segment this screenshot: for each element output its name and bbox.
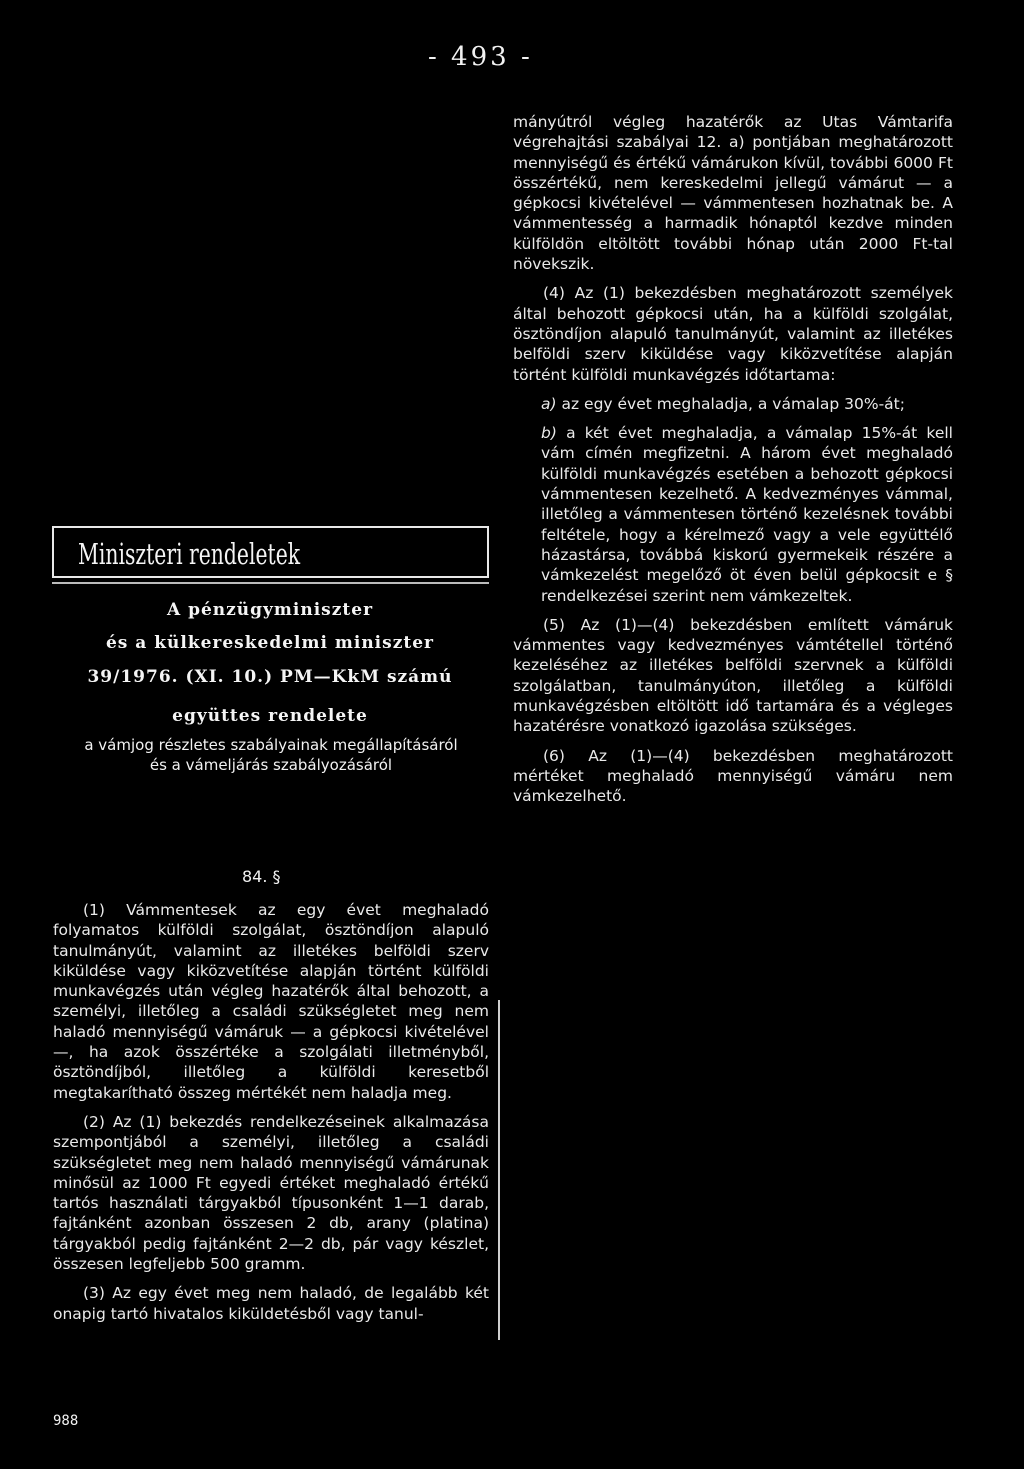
list-item-text: a két évet meghaladja, a vámalap 15%-át kell vám címén megfizetni. A három évet meghaladó külföldi munkavégzés esetében a behozott gépkocsi vámmentesen kezelhető. A kedvezményes vámmal, illetőleg a vámmentesen történő kezelésnek további feltétele, hogy a kérelmező vagy a vele együttélő házastársa, továbbá kiskorú gyermekeik részére a vámkezelést megelőző öt éven belül gépkocsit e § rendelkezései szerint nem vámkezeltek. [541,424,953,605]
section-title: Miniszteri rendeletek [78,537,301,571]
list-item-label: a) [541,394,557,413]
right-column [513,112,953,816]
page-number: - 493 - [428,42,533,72]
list [513,394,953,606]
paragraph: mányútról végleg hazatérők az Utas Vámtarifa végrehajtási szabályai 12. a) pontjában meghatározott mennyiségű és értékű vámárukon kívül, további 6000 Ft összértékű, nem kereskedelmi jellegű vámárut — a gépkocsi kivételével — vámmentesen hozhatnak be. A vámmentesség a harmadik hónaptól kezdve minden külföldön eltöltött további hónap után 2000 Ft-tal növekszik. [513,113,953,274]
paragraph: (5) Az (1)—(4) bekezdésben említett vámáruk vámmentes vagy kedvezményes vámtétellel történő kezeléséhez az illetékes belföldi szervnek a külföldi szolgálatban, tanulmányúton, illetőleg a külföldi munkavégzésben eltöltött idő tartamára és a végleges hazatérésre vonatkozó igazolása szükséges. [513,615,953,736]
list-item [513,423,953,606]
decree-issuer-1: A pénzügyminiszter [166,600,374,620]
footer-number: 988 [53,1413,79,1429]
paragraph: (2) Az (1) bekezdés rendelkezéseinek alkalmazása szempontjából a személyi, illetőleg a családi szükségletet meg nem haladó mennyiségű vámárunak minősül az 1000 Ft egyedi értéket meghaladó értékű tartós használati tárgyakból típusonként 1—1 darab, fajtánként azonban összesen 2 db, arany (platina) tárgyakból pedig fajtánként 2—2 db, pár vagy készlet, összesen legfeljebb 500 gramm. [53,1112,489,1274]
left-column [53,900,489,1333]
decree-subject-1: a vámjog részletes szabályainak megállapításáról [84,736,458,754]
divider [52,582,489,584]
decree-issuer-2: és a külkereskedelmi miniszter [105,633,434,653]
section-number: 84. § [242,867,281,886]
decree-subject-2: és a vámeljárás szabályozásáról [149,756,393,774]
list-item-label: b) [541,424,557,443]
list-item-text: az egy évet meghaladja, a vámalap 30%-át; [556,394,905,413]
decree-number: 39/1976. (XI. 10.) PM—KkM számú [87,667,453,687]
list-item [513,394,953,414]
paragraph: (3) Az egy évet meg nem haladó, de legalább két onapig tartó hivatalos kiküldetésből vagy tanul- [53,1284,489,1323]
paragraph: (1) Vámmentesek az egy évet meghaladó folyamatos külföldi szolgálat, ösztöndíjon alapuló tanulmányút, valamint az illetékes belföldi szerv kiküldése vagy kiközvetítése alapján történt külföldi munkavégzés után végleg hazatérők által behozott, a személyi, illetőleg a családi szükségletet meg nem haladó mennyiségű vámáruk — a gépkocsi kivételével —, ha azok összértéke a szolgálati illetményből, ösztöndíjból, illetőleg a külföldi keresetből megtakarítható összeg mértékét nem haladja meg. [53,901,489,1102]
paragraph: (4) Az (1) bekezdésben meghatározott személyek által behozott gépkocsi után, ha a külföldi szolgálat, ösztöndíjon alapuló tanulmányút, valamint az illetékes belföldi szerv kiküldése vagy kiközvetítése alapján történt külföldi munkavégzés időtartama: [513,284,953,384]
paragraph: (6) Az (1)—(4) bekezdésben meghatározott mértéket meghaladó mennyiségű vámáru nem vámkezelhető. [513,746,953,806]
column-divider [498,1000,500,1340]
decree-type: együttes rendelete [172,706,368,726]
